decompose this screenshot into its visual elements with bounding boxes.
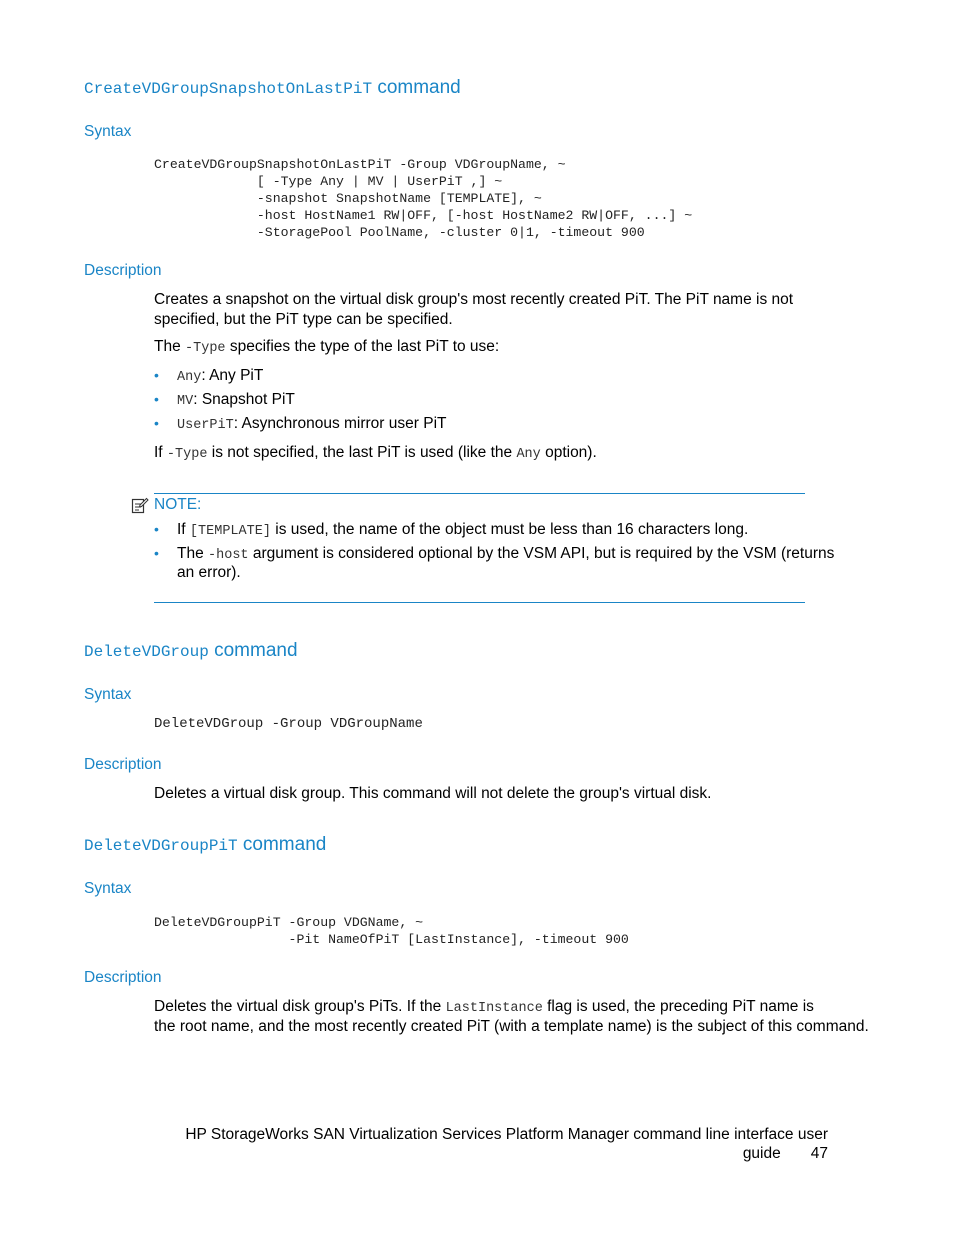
- inline-code: [TEMPLATE]: [189, 524, 271, 539]
- note-list-item-continuation: an error).: [177, 564, 241, 581]
- syntax-code-block: DeleteVDGroupPiT -Group VDGName, ~ -Pit NameOfPiT [LastInstance], -timeout 900: [154, 915, 629, 947]
- text: option).: [540, 444, 597, 461]
- note-pencil-icon: [131, 496, 149, 514]
- page-number: 47: [810, 1145, 828, 1162]
- description-paragraph-continuation: the root name, and the most recently created PiT (with a template name) is the subject of this command.: [154, 1018, 869, 1035]
- text: is used, the name of the object must be less than 16 characters long.: [270, 521, 749, 538]
- note-bottom-rule: [154, 602, 805, 603]
- description-paragraph: [154, 997, 814, 1019]
- syntax-heading: Syntax: [84, 686, 132, 703]
- inline-code: -host: [208, 548, 249, 563]
- description-heading: Description: [84, 262, 162, 279]
- syntax-code-block: DeleteVDGroup -Group VDGroupName: [154, 716, 423, 732]
- inline-code: LastInstance: [445, 1001, 543, 1016]
- inline-code: -Type: [166, 447, 208, 462]
- command-name: CreateVDGroupSnapshotOnLastPiT: [84, 80, 373, 98]
- text: Deletes the virtual disk group's PiTs. If the: [154, 998, 446, 1015]
- command-suffix: command: [372, 77, 461, 98]
- description-paragraph: [154, 443, 597, 465]
- section-title-delete-vdgroup: [84, 640, 298, 662]
- footer-title-continuation: guide: [742, 1145, 781, 1162]
- description-heading: Description: [84, 756, 162, 773]
- note-top-rule: [154, 493, 805, 494]
- section-title-create-snapshot: [84, 77, 461, 99]
- list-item-text: : Snapshot PiT: [193, 391, 295, 408]
- description-paragraph: Deletes a virtual disk group. This command will not delete the group's virtual disk.: [154, 785, 712, 802]
- command-suffix: command: [208, 640, 298, 661]
- list-item: [154, 414, 446, 436]
- bullet-icon: •: [154, 367, 159, 383]
- syntax-heading: Syntax: [84, 880, 132, 897]
- command-suffix: command: [237, 834, 327, 855]
- text: is not specified, the last PiT is used (like the: [207, 444, 517, 461]
- bullet-icon: •: [154, 545, 159, 561]
- inline-code: Any: [177, 370, 202, 385]
- bullet-icon: •: [154, 521, 159, 537]
- text: The: [177, 545, 209, 562]
- text: argument is considered optional by the VSM API, but is required by the VSM (returns: [248, 545, 835, 562]
- list-item-text: : Asynchronous mirror user PiT: [233, 415, 447, 432]
- text: specifies the type of the last PiT to use:: [225, 338, 500, 355]
- text: If: [177, 521, 190, 538]
- text: If: [154, 444, 167, 461]
- command-name: DeleteVDGroupPiT: [84, 837, 238, 855]
- list-item: [154, 366, 263, 388]
- command-name: DeleteVDGroup: [84, 643, 209, 661]
- syntax-heading: Syntax: [84, 123, 132, 140]
- footer-title: HP StorageWorks SAN Virtualization Services Platform Manager command line interface user: [185, 1126, 828, 1143]
- footer-line2: [743, 1144, 828, 1164]
- inline-code: MV: [177, 394, 194, 409]
- description-paragraph: [154, 337, 499, 359]
- text: The: [154, 338, 186, 355]
- inline-code: Any: [516, 447, 541, 462]
- syntax-code-block: CreateVDGroupSnapshotOnLastPiT -Group VDGroupName, ~ [ -Type Any | MV | UserPiT ,] ~ -snapshot SnapshotName [TEMPLATE], ~ -host HostName1 RW|OFF, [-host HostName2 RW|OFF, ...] ~ -StoragePool PoolName, -cluster 0|1, -timeout 900: [154, 157, 693, 240]
- note-list-item: [154, 544, 834, 566]
- description-heading: Description: [84, 969, 162, 986]
- bullet-icon: •: [154, 391, 159, 407]
- bullet-icon: •: [154, 415, 159, 431]
- inline-code: UserPiT: [177, 418, 234, 433]
- note-label: NOTE:: [154, 496, 202, 513]
- list-item: [154, 390, 295, 412]
- section-title-delete-vdgroup-pit: [84, 834, 326, 856]
- list-item-text: : Any PiT: [201, 367, 264, 384]
- text: flag is used, the preceding PiT name is: [542, 998, 814, 1015]
- note-list-item: [154, 520, 748, 542]
- inline-code: -Type: [185, 341, 226, 356]
- description-paragraph: Creates a snapshot on the virtual disk group's most recently created PiT. The PiT name is not specified, but the PiT type can be specified.: [154, 291, 794, 328]
